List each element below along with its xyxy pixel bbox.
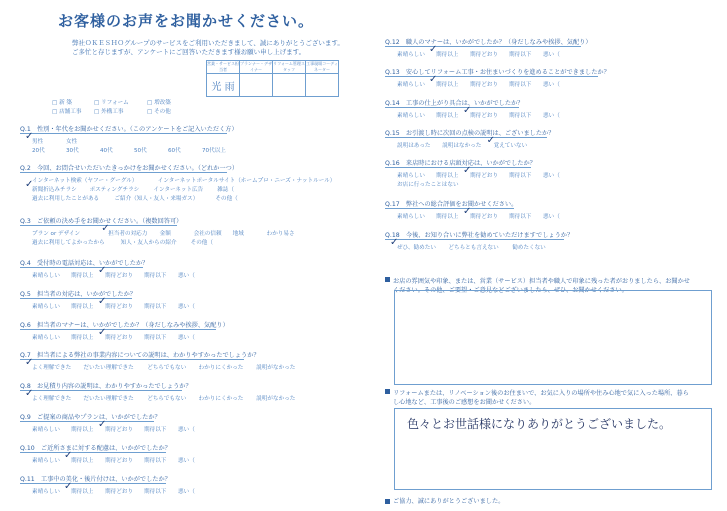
bullet-square-icon (385, 277, 390, 282)
comment2-label: リフォームまたは、リノベーション後のお住まいで、お気に入りの場所や住み心地で気に入った場所、暮らし心地など、工事後のご感想をお聞かせください。 (385, 388, 693, 406)
answer-option[interactable]: 説明はあった (397, 143, 431, 149)
question-text: Q.3 ご依頼の決め手をお聞かせください。（複数回答可） (20, 218, 183, 225)
check-mark-icon: ✓ (64, 481, 73, 492)
question-underline (385, 239, 564, 240)
answer-option[interactable]: ぜひ、勧めたい (397, 245, 436, 251)
answer-option[interactable]: 期待以上 (436, 173, 459, 179)
answer-option[interactable]: 期待以上 (436, 52, 459, 58)
answer-option[interactable]: 期待以下 (509, 173, 532, 179)
answer-option[interactable]: 地域 (232, 231, 244, 237)
question-underline (20, 298, 132, 299)
answer-option[interactable]: 期待以上 (71, 304, 94, 310)
check-mark-icon: ✓ (463, 105, 472, 116)
answer-option[interactable]: ポスティングチラシ (89, 187, 140, 193)
answer-option[interactable]: 素晴らしい (32, 489, 60, 495)
check-mark-icon: ✓ (486, 135, 495, 146)
footer: ご協力、誠にありがとうございました。 (385, 496, 504, 505)
check-mark-icon: ✓ (390, 237, 399, 248)
answer-option[interactable]: 期待どおり (105, 273, 133, 279)
question-text: Q.14 工事の仕上がり具合は、いかがでしたか？ (385, 100, 524, 107)
answer-option[interactable]: 悪い（ (543, 173, 560, 179)
question-underline (20, 359, 244, 360)
answer-option[interactable]: 期待以下 (144, 458, 167, 464)
answer-option[interactable]: 期待以上 (436, 113, 459, 119)
answer-option[interactable]: 期待以下 (144, 273, 167, 279)
category-checkbox[interactable]: □ 増改築 (147, 100, 171, 106)
answer-option[interactable]: お店に行ったことはない (397, 182, 459, 188)
answer-option[interactable]: 悪い（ (543, 82, 560, 88)
answer-option[interactable]: 期待以下 (509, 52, 532, 58)
answer-option[interactable]: だいたい理解できた (83, 365, 134, 371)
question-text: Q.16 来店時における店頭対応は、いかがでしたか？ (385, 160, 536, 167)
answer-option[interactable]: 素晴らしい (32, 335, 60, 341)
comment1-label: お店の雰囲気や印象、または、営業（サービス）担当者や職人で印象に残った者がおりましたら、お聞かせください。その他、ご要望・ご意見などございましたら、ぜひ、お聞かせください。 (385, 276, 693, 294)
question-underline (385, 167, 531, 168)
answer-option[interactable]: 勧めたくない (512, 245, 546, 251)
answer-option[interactable]: 期待以下 (144, 427, 167, 433)
question-underline (20, 452, 166, 453)
question-text: Q.10 ご近所さまに対する配慮は、いかがでしたか？ (20, 445, 171, 452)
answer-option[interactable]: 新聞折込みチラシ (32, 187, 77, 193)
comment1-box[interactable] (394, 290, 712, 385)
answer-option[interactable]: 期待どおり (105, 304, 133, 310)
answer-option[interactable]: 素晴らしい (32, 458, 60, 464)
answer-option[interactable]: どちらでもない (147, 396, 187, 402)
bullet-square-icon (385, 389, 390, 394)
question-text: Q.8 お見積り内容の説明は、わかりやすかったでしょうか？ (20, 383, 192, 390)
check-mark-icon: ✓ (25, 179, 34, 190)
check-mark-icon: ✓ (463, 165, 472, 176)
category-checkbox[interactable]: □ その他 (147, 109, 171, 115)
question-underline (385, 76, 598, 77)
check-mark-icon: ✓ (64, 450, 73, 461)
question-text: Q.13 安心してリフォーム工事・お住まいづくりを進めることができましたか？ (385, 69, 610, 76)
stamp-header: プランナー・デザイナー (240, 61, 272, 72)
intro-line-2: ご多忙と存じますが、アンケートにご回答いただきます様お願い申し上げます。 (72, 48, 306, 56)
answer-option[interactable]: 期待どおり (470, 52, 498, 58)
staff-stamp-table (206, 60, 339, 97)
comment2-text: 色々とお世話様になりありがとうございました。 (407, 417, 672, 431)
answer-option[interactable]: わかりにくかった (198, 396, 244, 402)
check-mark-icon: ✓ (463, 206, 472, 217)
answer-option[interactable]: インターネットポータルサイト（ホームプロ・ニーズ・ナットルール） (157, 178, 336, 184)
answer-option[interactable]: 期待どおり (470, 173, 498, 179)
answer-option[interactable]: 会社の信頼 (193, 231, 222, 237)
answer-option[interactable]: 50代 (134, 148, 147, 154)
question-underline (20, 483, 166, 484)
answer-option[interactable]: 悪い（ (543, 113, 560, 119)
answer-option[interactable]: 期待どおり (105, 335, 133, 341)
answer-option[interactable]: 担当者の対応力 (108, 231, 148, 237)
answer-option[interactable]: 過去に利用してよかったから (32, 240, 105, 246)
question-text: Q.15 お引渡し時に次回の点検の説明は、ございましたか？ (385, 130, 555, 137)
answer-option[interactable]: 期待以上 (71, 273, 94, 279)
check-mark-icon: ✓ (98, 419, 107, 430)
question-text: Q.5 担当者の対応は、いかがでしたか？ (20, 291, 136, 298)
answer-option[interactable]: 素晴らしい (397, 173, 425, 179)
answer-option[interactable]: 説明がなかった (256, 365, 296, 371)
stamp-header: 工事現場コーディネーター (306, 61, 338, 72)
answer-option[interactable]: 悪い（ (178, 273, 195, 279)
answer-option[interactable]: 男性 (32, 139, 44, 145)
question-text: Q.18 今後、お知り合いに弊社を勧めていただけますでしょうか？ (385, 232, 574, 239)
answer-option[interactable]: 期待以上 (71, 458, 94, 464)
answer-option[interactable]: 期待以下 (509, 82, 532, 88)
answer-option[interactable]: 期待どおり (105, 489, 133, 495)
answer-option[interactable]: 期待以上 (71, 489, 94, 495)
question-text: Q.2 今回、お問合せいただいたきっかけをお聞かせください。（どれか一つ） (20, 165, 239, 172)
answer-option[interactable]: 悪い（ (178, 489, 195, 495)
answer-option[interactable]: どちらとも言えない (448, 245, 499, 251)
answer-option[interactable]: よく理解できた (32, 365, 72, 371)
check-mark-icon: ✓ (98, 296, 107, 307)
answer-option[interactable]: 悪い（ (543, 52, 560, 58)
check-mark-icon: ✓ (429, 74, 438, 85)
check-mark-icon: ✓ (98, 265, 107, 276)
answer-option[interactable]: 30代 (66, 148, 79, 154)
answer-option[interactable]: その他（ (215, 196, 238, 202)
answer-option[interactable]: 悪い（ (178, 458, 195, 464)
answer-option[interactable]: 期待どおり (105, 458, 133, 464)
question-underline (385, 137, 547, 138)
answer-option[interactable]: 素晴らしい (32, 304, 60, 310)
answer-option[interactable]: 悪い（ (543, 214, 560, 220)
answer-option[interactable]: インターネット広告 (153, 187, 204, 193)
question-underline (20, 267, 143, 268)
question-underline (20, 390, 182, 391)
check-mark-icon: ✓ (98, 327, 107, 338)
answer-option[interactable]: 期待どおり (470, 113, 498, 119)
answer-option[interactable]: 期待どおり (105, 427, 133, 433)
answer-option[interactable]: 期待以下 (509, 214, 532, 220)
question-underline (20, 172, 227, 173)
answer-option[interactable]: インターネット検索（ヤフー・グーグル） (32, 178, 138, 184)
answer-option[interactable]: 覚えていない (493, 143, 528, 149)
question-underline (385, 208, 514, 209)
answer-option[interactable]: だいたい理解できた (83, 396, 134, 402)
answer-option[interactable]: 期待以上 (436, 214, 459, 220)
question-underline (20, 133, 227, 134)
answer-option[interactable]: わかり易さ (266, 231, 295, 237)
answer-option[interactable]: 60代 (168, 148, 181, 154)
bullet-square-icon (385, 499, 390, 504)
check-mark-icon: ✓ (25, 357, 34, 368)
page-title: お客様のお声をお聞かせください。 (58, 12, 315, 30)
answer-option[interactable]: よく理解できた (32, 396, 72, 402)
answer-option[interactable]: 知人・友人からの紹介 (120, 240, 177, 246)
answer-option[interactable]: ご紹介（知人・友人・来場ガス） (114, 196, 199, 202)
question-underline (385, 107, 519, 108)
question-text: Q.4 受付時の電話対応は、いかがでしたか？ (20, 260, 149, 267)
answer-option[interactable]: 過去に利用したことがある (32, 196, 100, 202)
answer-option[interactable]: 悪い（ (178, 335, 195, 341)
answer-option[interactable]: 40代 (100, 148, 113, 154)
comment2-box[interactable] (394, 408, 712, 490)
question-text: Q.7 担当者による弊社の事業内容についての説明は、わかりやすかったでしょうか？ (20, 352, 260, 359)
check-mark-icon: ✓ (25, 388, 34, 399)
answer-option[interactable]: 素晴らしい (32, 427, 60, 433)
answer-option[interactable]: プラン or デザイン (32, 231, 81, 237)
answer-option[interactable]: 期待以下 (509, 113, 532, 119)
question-text: Q.17 弊社への総合評価をお聞かせください。 (385, 201, 518, 208)
category-checkbox[interactable]: □ リフォーム (94, 100, 129, 106)
question-underline (20, 329, 216, 330)
question-text: Q.9 ご提案の商品やプランは、いかがでしたか？ (20, 414, 161, 421)
answer-option[interactable]: 期待以上 (436, 82, 459, 88)
answer-option[interactable]: わかりにくかった (198, 365, 244, 371)
category-checkbox[interactable]: □ 店舗工事 (52, 109, 82, 115)
stamp-handwritten: 光 雨 (207, 74, 240, 97)
answer-option[interactable]: 20代 (32, 148, 45, 154)
answer-option[interactable]: 期待以下 (144, 304, 167, 310)
answer-option[interactable]: その他（ (190, 240, 213, 246)
answer-option[interactable]: 女性 (66, 139, 78, 145)
answer-option[interactable]: 素晴らしい (397, 52, 425, 58)
question-underline (20, 421, 154, 422)
question-underline (385, 46, 581, 47)
answer-option[interactable]: 期待以下 (144, 489, 167, 495)
category-checkbox[interactable]: □ 新 築 (52, 100, 73, 106)
answer-option[interactable]: 悪い（ (178, 304, 195, 310)
stamp-header: 営業・サービス担当者 (207, 61, 239, 72)
answer-option[interactable]: 説明がなかった (256, 396, 296, 402)
answer-option[interactable]: 期待以上 (71, 427, 94, 433)
answer-option[interactable]: 雑誌（ (217, 187, 234, 193)
stamp-header: リフォーム管理スタッフ (273, 61, 305, 72)
answer-option[interactable]: 悪い（ (178, 427, 195, 433)
answer-option[interactable]: 期待どおり (470, 82, 498, 88)
intro-line-1: 弊社ＯＫＥＳＨＯグループのサービスをご利用いただきまして、誠にありがとうございます。 (72, 39, 344, 47)
answer-option[interactable]: 素晴らしい (32, 273, 60, 279)
answer-option[interactable]: 期待以下 (144, 335, 167, 341)
answer-option[interactable]: 期待以上 (71, 335, 94, 341)
question-underline (20, 225, 177, 226)
answer-option[interactable]: 素晴らしい (397, 113, 425, 119)
answer-option[interactable]: 期待どおり (470, 214, 498, 220)
check-mark-icon: ✓ (25, 131, 34, 142)
question-text: Q.11 工事中の美化・後片付けは、いかがでしたか？ (20, 476, 171, 483)
answer-option[interactable]: 素晴らしい (397, 214, 425, 220)
answer-option[interactable]: 素晴らしい (397, 82, 425, 88)
question-text: Q.6 担当者のマナーは、いかがでしたか？（身だしなみや挨拶、気配り） (20, 322, 229, 329)
check-mark-icon: ✓ (101, 223, 110, 234)
question-text: Q.12 職人のマナーは、いかがでしたか？（身だしなみや挨拶、気配り） (385, 39, 592, 46)
category-checkbox[interactable]: □ 外構工事 (94, 109, 124, 115)
answer-option[interactable]: 70代以上 (202, 148, 226, 154)
question-text: Q.1 性別・年代をお聞かせください。（このアンケートをご記入いただく方） (20, 126, 238, 133)
check-mark-icon: ✓ (429, 44, 438, 55)
answer-option[interactable]: 説明はなかった (442, 143, 482, 149)
answer-option[interactable]: 金額 (159, 231, 171, 237)
answer-option[interactable]: どちらでもない (147, 365, 187, 371)
